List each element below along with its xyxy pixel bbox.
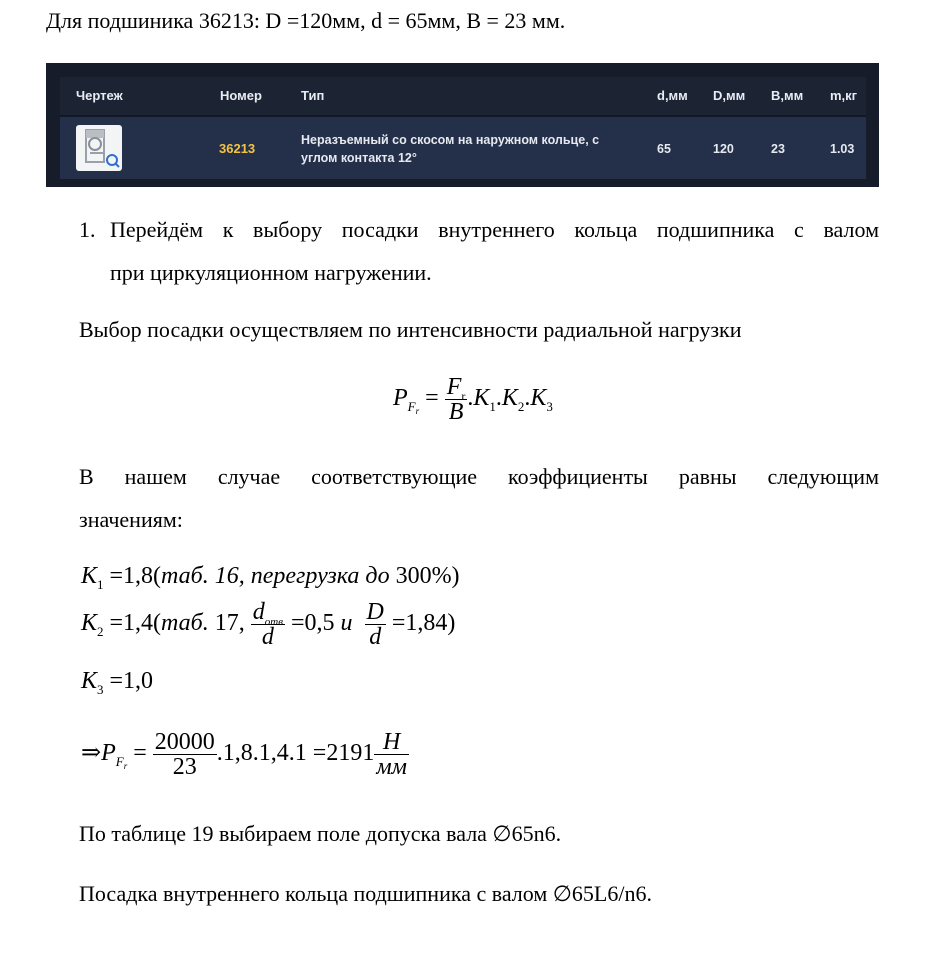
step1-line2: при циркуляционном нагружении.	[110, 260, 432, 285]
bearing-B: 23	[771, 142, 785, 156]
bearing-type-line2: углом контакта 12°	[301, 151, 417, 165]
bearing-D: 120	[713, 142, 734, 156]
bearing-d: 65	[657, 142, 671, 156]
intro-text: Для подшиника 36213: D =120мм, d = 65мм, B = 23 мм.	[46, 8, 566, 33]
bearing-drawing-icon	[76, 125, 122, 171]
bearing-number[interactable]: 36213	[219, 141, 256, 156]
header-drawing: Чертеж	[76, 88, 123, 103]
step1-index: 1.	[79, 217, 96, 242]
header-number: Номер	[220, 88, 262, 103]
step1-line1: Перейдём к выбору посадки внутреннего кольца подшипника с валом	[110, 217, 879, 242]
bearing-m: 1.03	[830, 142, 855, 156]
table-row[interactable]	[60, 117, 866, 179]
formula-k1: $K_1 =1,8(таб$. 16, перегрузка до 300%)	[81, 563, 460, 592]
para-fit: Посадка внутреннего кольца подшипника с валом ∅65L6/n6.	[79, 881, 652, 906]
para-coeffs-line2: значениям:	[79, 507, 183, 532]
bearing-table	[46, 63, 879, 187]
header-B: B,мм	[771, 88, 804, 103]
formula-k2: $K_2 =1,4(таб$. 17, $\frac{d_{отв}}{d}$ =0,5 и $\frac{D}{d}$ =1,84)	[81, 599, 456, 650]
header-D: D,мм	[713, 88, 746, 103]
formula-main: $P_{F_r}$ = $\frac{F_r}{B}$ $.K_1.K_2.K_3$	[393, 374, 553, 425]
bearing-drawing-thumbnail[interactable]	[76, 125, 122, 171]
para-table19: По таблице 19 выбираем поле допуска вала ∅65n6.	[79, 821, 562, 846]
header-d: d,мм	[657, 88, 688, 103]
formula-k3: $K_3 =1,0$	[81, 668, 154, 697]
bearing-type-line1: Неразъемный со скосом на наружном кольце, с	[301, 133, 600, 147]
header-type: Тип	[301, 88, 325, 103]
header-m: m,кг	[830, 88, 858, 103]
para-coeffs-line1: В нашем случае соответствующие коэффициенты равны следующим	[79, 464, 879, 489]
para-choice: Выбор посадки осуществляем по интенсивности радиальной нагрузки	[79, 317, 742, 342]
formula-result: $\Rightarrow P_{F_r}$ = $\frac{20000}{23}$ .1,8.1,4.1 =2191 $\frac{Н}{мм}$	[81, 729, 407, 780]
